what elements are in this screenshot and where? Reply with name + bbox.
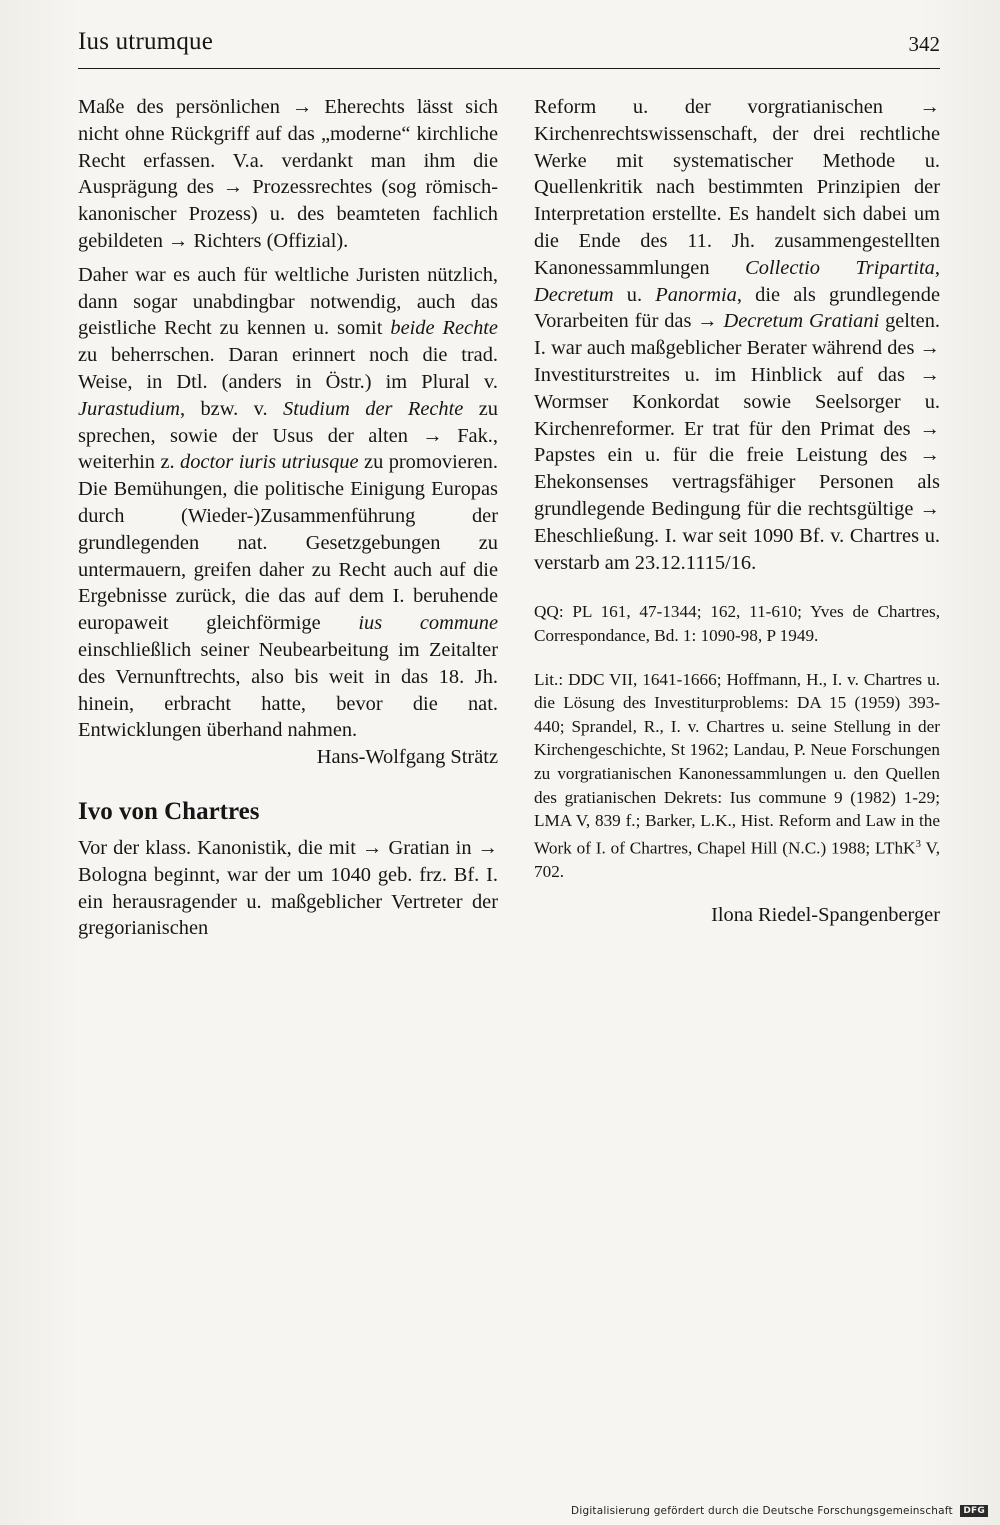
italic-term: Panormia [655,283,737,306]
italic-term: beide Rechte [390,317,498,340]
italic-term: Decretum Gratiani [723,310,880,333]
sources-qq: QQ: PL 161, 47-1344; 162, 11-610; Yves de Chartres, Correspondance, Bd. 1: 1090-98, P 1949. [534,602,940,645]
text-run: Daher war es auch für weltliche Juristen nützlich, dann sogar unabdingbar notwendig, auch das geistliche Recht zu kennen u. somit [78,263,498,340]
text-run: Lit.: DDC VII, 1641-1666; Hoffmann, H., I. v. Chartres u. die Lösung des Investiturproblems: DA 15 (1959) 393-440; Sprandel, R., I. v. Chartres u. seine Stellung in der Kirchengeschichte, St 1962; Landau, P. Neue Forschungen zu vorgratianischen Kanonessammlungen u. den Quellen des gratianischen Dekrets: Ius commune 9 (1982) 1-29; LMA V, 839 f.; Barker, L.K., Hist. Reform and Law in the Work of I. of Chartres, Chapel Hill (N.C.) 1988; LThK [534,669,940,858]
author-signature: Hans-Wolfgang Strätz [316,746,498,769]
footer-text: Digitalisierung gefördert durch die Deutsche Forschungsgemeinschaft [571,1505,953,1517]
page-number: 342 [908,32,940,56]
italic-term: Jurastudium [78,397,180,420]
text-run: gelten. I. war auch maßgeblicher Berater während des → Investiturstreites u. im Hinblick auf das → Wormser Konkordat sowie Seelsorger u. Kirchenreformer. Er trat für den Primat des → Papstes ein u. für die freie Leistung des → Ehekonsenses vertragsfähiger Personen als grundlegende Bedingung für die rechtsgültige → Eheschließung. I. war seit 1090 Bf. v. Chartres u. verstarb am 23.12.1115/16. [534,310,940,574]
italic-term: ius commune [358,612,498,635]
text-run: , [934,256,940,279]
paragraph-beide-rechte [78,262,498,744]
right-column [534,94,940,935]
dfg-logo-icon: DFG [960,1505,988,1517]
text-run: , die als grundlegende Vorarbeiten für das → [534,283,940,333]
text-run: Reform u. der vorgratianischen → Kirchenrechtswissenschaft, der drei rechtliche Werke mit systematischer Methode u. Quellenkritik nach bestimmten Prinzipien der Interpretation erstellte. Es handelt sich dabei um die Ende des 11. Jh. zusammengestellten Kanonessammlungen [534,96,940,279]
running-title: Ius utrumque [78,28,214,55]
italic-term: doctor iuris utriusque [180,451,359,474]
text-run: zu sprechen, sowie der Usus der alten → Fak., weiterhin z. [78,397,499,474]
text-run: u. [613,283,656,306]
text-run: einschließlich seiner Neubearbeitung im Zeitalter des Vernunftrechts, also bis weit in das 18. Jh. hinein, erbracht hatte, bevor die nat. Entwicklungen überhand nahmen. [78,638,498,742]
superscript: 3 [915,837,921,850]
italic-term: Decretum [534,283,614,306]
text-run: zu beherrschen. Daran erinnert noch die trad. Weise, in Dtl. (anders in Östr.) im Plural v. [78,344,498,393]
left-column [78,94,498,949]
italic-term: Studium der Rechte [283,397,464,420]
digitization-footer [571,1505,988,1517]
paragraph-ivo-continued [534,94,940,576]
author-signature: Ilona Riedel-Spangenberger [711,903,940,926]
header-rule [78,68,940,69]
running-head [78,26,940,66]
literature-list [534,668,940,884]
text-run: zu promovieren. Die Bemühungen, die politische Einigung Europas durch (Wieder-)Zusammenführung der grundlegenden nat. Gesetzgebungen zu untermauern, greifen daher zu Recht auch auf die Ergebnisse zurück, die das auf dem I. beruhende europaweit gleichförmige [78,451,498,635]
text-run: , bzw. v. [179,397,284,420]
text-run: V, 702. [534,838,940,882]
paragraph-ivo-intro: Vor der klass. Kanonistik, die mit → Gratian in → Bologna beginnt, war der um 1040 geb. frz. Bf. I. ein herausragender u. maßgeblicher Vertreter der gregorianischen [78,836,498,940]
italic-term: Collectio Tripartita [745,256,935,279]
paragraph-ehe-prozess: Maße des persönlichen → Eherechts lässt sich nicht ohne Rückgriff auf das „moderne“ kirchliche Recht erfassen. V.a. verdankt man ihm die Ausprägung des → Prozessrechtes (sog römisch-kanonischer Prozess) u. des beamteten fachlich gebildeten → Richters (Offizial). [78,96,498,252]
entry-heading: Ivo von Chartres [78,797,260,825]
